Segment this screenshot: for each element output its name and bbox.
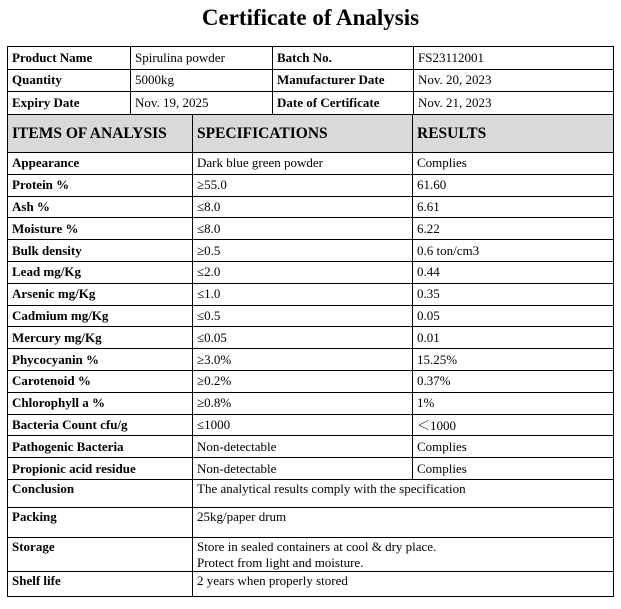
analysis-item: Phycocyanin % — [8, 349, 193, 371]
analysis-spec: ≤1000 — [193, 414, 413, 436]
page-title: Certificate of Analysis — [201, 5, 420, 30]
analysis-spec: ≤0.5 — [193, 305, 413, 327]
table-row — [8, 196, 614, 218]
analysis-result: 0.01 — [413, 327, 614, 349]
analysis-result: Complies — [413, 436, 614, 458]
storage-line-1: Store in sealed containers at cool & dry place. — [197, 538, 437, 554]
storage-label: Storage — [8, 537, 193, 571]
analysis-spec: ≥55.0 — [193, 174, 413, 196]
analysis-item: Appearance — [8, 153, 193, 175]
quantity-label: Quantity — [8, 69, 131, 92]
analysis-result: 1% — [413, 392, 614, 414]
analysis-spec: ≥0.5 — [193, 240, 413, 262]
table-row — [8, 458, 614, 480]
table-row — [8, 370, 614, 392]
shelf-life-label: Shelf life — [8, 571, 193, 596]
table-row — [8, 392, 614, 414]
table-row — [8, 414, 614, 436]
table-row — [8, 349, 614, 371]
info-row — [8, 69, 614, 92]
analysis-item: Propionic acid residue — [8, 458, 193, 480]
analysis-item: Moisture % — [8, 218, 193, 240]
table-row — [8, 240, 614, 262]
table-row — [8, 218, 614, 240]
quantity-value: 5000kg — [131, 69, 273, 92]
manufacturer-date-value: Nov. 20, 2023 — [414, 69, 614, 92]
analysis-item: Cadmium mg/Kg — [8, 305, 193, 327]
table-row — [8, 261, 614, 283]
info-row — [8, 47, 614, 70]
product-name-value: Spirulina powder — [131, 47, 273, 70]
analysis-spec: ≤8.0 — [193, 196, 413, 218]
storage-row — [8, 537, 614, 571]
storage-line-2: Protect from light and moisture. — [197, 554, 364, 570]
analysis-result: Complies — [413, 458, 614, 480]
packing-row — [8, 507, 614, 537]
table-row — [8, 283, 614, 305]
storage-value — [193, 537, 614, 571]
expiry-date-label: Expiry Date — [8, 92, 131, 115]
product-info-table — [7, 46, 614, 115]
packing-value: 25kg/paper drum — [193, 507, 614, 537]
certificate-date-value: Nov. 21, 2023 — [414, 92, 614, 115]
batch-no-value: FS23112001 — [414, 47, 614, 70]
analysis-result: 0.05 — [413, 305, 614, 327]
expiry-date-value: Nov. 19, 2025 — [131, 92, 273, 115]
table-row — [8, 174, 614, 196]
analysis-item: Arsenic mg/Kg — [8, 283, 193, 305]
analysis-spec: Non-detectable — [193, 458, 413, 480]
analysis-spec: Non-detectable — [193, 436, 413, 458]
analysis-table — [7, 114, 614, 597]
shelf-life-row — [8, 571, 614, 596]
analysis-item: Carotenoid % — [8, 370, 193, 392]
product-name-label: Product Name — [8, 47, 131, 70]
analysis-spec: ≤0.05 — [193, 327, 413, 349]
batch-no-label: Batch No. — [273, 47, 414, 70]
analysis-spec: ≤8.0 — [193, 218, 413, 240]
analysis-result: ＜1000 — [413, 414, 614, 436]
analysis-result: 6.61 — [413, 196, 614, 218]
analysis-item: Bacteria Count cfu/g — [8, 414, 193, 436]
shelf-life-value: 2 years when properly stored — [193, 571, 614, 596]
analysis-result: 15.25% — [413, 349, 614, 371]
analysis-result: 0.35 — [413, 283, 614, 305]
analysis-spec: ≤1.0 — [193, 283, 413, 305]
table-row — [8, 327, 614, 349]
analysis-result: 0.37% — [413, 370, 614, 392]
analysis-spec: ≥0.8% — [193, 392, 413, 414]
analysis-item: Pathogenic Bacteria — [8, 436, 193, 458]
table-row — [8, 436, 614, 458]
analysis-item: Protein % — [8, 174, 193, 196]
analysis-item: Lead mg/Kg — [8, 261, 193, 283]
analysis-item: Mercury mg/Kg — [8, 327, 193, 349]
analysis-header-row — [8, 115, 614, 153]
conclusion-row — [8, 479, 614, 507]
analysis-result: 0.6 ton/cm3 — [413, 240, 614, 262]
table-row — [8, 305, 614, 327]
conclusion-label: Conclusion — [8, 479, 193, 507]
header-items: ITEMS OF ANALYSIS — [8, 115, 193, 153]
analysis-spec: ≥3.0% — [193, 349, 413, 371]
analysis-result: Complies — [413, 153, 614, 175]
conclusion-value: The analytical results comply with the specification — [193, 479, 614, 507]
analysis-spec: Dark blue green powder — [193, 153, 413, 175]
table-row — [8, 153, 614, 175]
analysis-item: Ash % — [8, 196, 193, 218]
info-row — [8, 92, 614, 115]
packing-label: Packing — [8, 507, 193, 537]
analysis-spec: ≥0.2% — [193, 370, 413, 392]
analysis-item: Bulk density — [8, 240, 193, 262]
manufacturer-date-label: Manufacturer Date — [273, 69, 414, 92]
analysis-spec: ≤2.0 — [193, 261, 413, 283]
certificate-date-label: Date of Certificate — [273, 92, 414, 115]
analysis-item: Chlorophyll a % — [8, 392, 193, 414]
header-specifications: SPECIFICATIONS — [193, 115, 413, 153]
analysis-result: 61.60 — [413, 174, 614, 196]
header-results: RESULTS — [413, 115, 614, 153]
analysis-result: 6.22 — [413, 218, 614, 240]
analysis-result: 0.44 — [413, 261, 614, 283]
